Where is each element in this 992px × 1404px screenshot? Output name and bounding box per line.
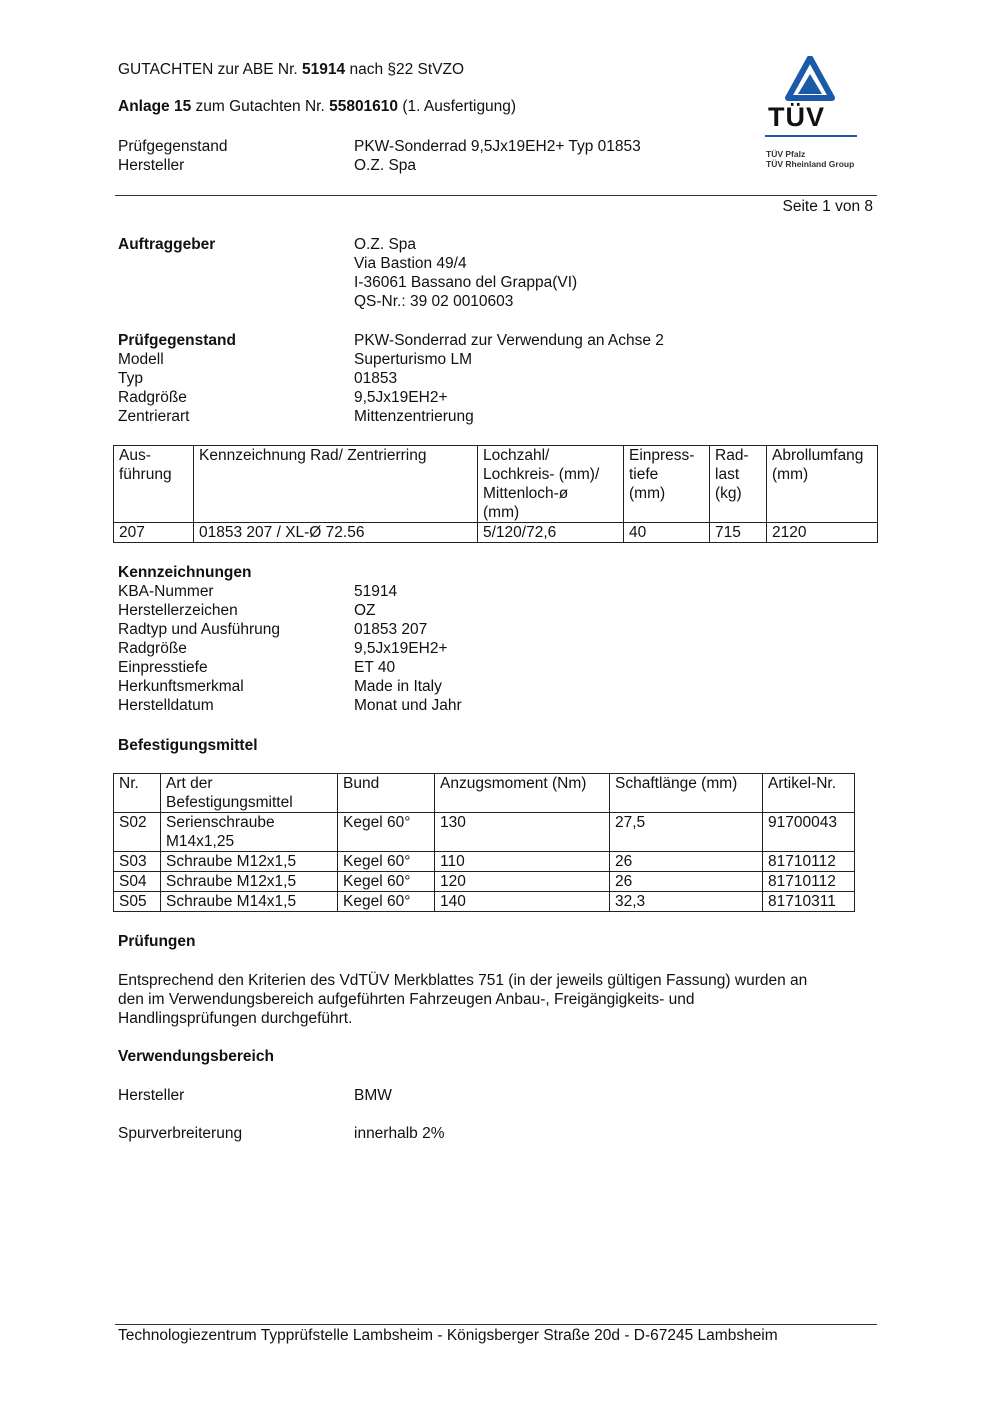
table-header-cell: Rad- last (kg) — [710, 446, 767, 523]
field-value: BMW — [354, 1087, 392, 1104]
field-value: Superturismo LM — [354, 351, 473, 368]
table-cell: 715 — [710, 523, 767, 543]
table-cell: 01853 207 / XL-Ø 72.56 — [194, 523, 478, 543]
field-label: Herstellerzeichen — [118, 602, 238, 619]
client-label: Auftraggeber — [118, 236, 216, 253]
footer-address: Technologiezentrum Typprüfstelle Lambsheim - Königsberger Straße 20d - D-67245 Lambsheim — [118, 1327, 778, 1344]
table-row — [114, 813, 855, 852]
table-cell: 40 — [624, 523, 710, 543]
table-cell: S03 — [114, 852, 161, 872]
table-cell: Serienschraube M14x1,25 — [161, 813, 338, 852]
header-maker-value: O.Z. Spa — [354, 157, 417, 174]
field-label: Radgröße — [118, 389, 187, 406]
table-cell: 130 — [435, 813, 610, 852]
table-cell: Kegel 60° — [338, 872, 435, 892]
table-cell: Schraube M12x1,5 — [161, 872, 338, 892]
field-value: Made in Italy — [354, 678, 442, 695]
tuv-sub1: TÜV Pfalz — [766, 149, 806, 159]
tuv-sub2: TÜV Rheinland Group — [766, 159, 855, 169]
table-row — [114, 852, 855, 872]
table-row — [114, 523, 878, 543]
paragraph-line: den im Verwendungsbereich aufgeführten Fahrzeugen Anbau-, Freigängigkeits- und — [118, 991, 695, 1008]
field-label: Einpresstiefe — [118, 659, 208, 676]
table-cell: 120 — [435, 872, 610, 892]
header-subject-value: PKW-Sonderrad 9,5Jx19EH2+ Typ 01853 — [354, 138, 641, 155]
header-maker-label: Hersteller — [118, 157, 185, 174]
table-header-cell: Abrollumfang (mm) — [767, 446, 878, 523]
tuv-logo — [762, 56, 862, 174]
field-value: 9,5Jx19EH2+ — [354, 640, 448, 657]
client-line: Via Bastion 49/4 — [354, 255, 467, 272]
table-cell: 26 — [610, 852, 763, 872]
markings-title: Kennzeichnungen — [118, 564, 252, 581]
field-value: Monat und Jahr — [354, 697, 462, 714]
client-line: I-36061 Bassano del Grappa(VI) — [354, 274, 578, 291]
table-header-cell: Art der Befestigungsmittel — [161, 774, 338, 813]
field-value: OZ — [354, 602, 376, 619]
fasteners-title: Befestigungsmittel — [118, 737, 258, 754]
field-label: KBA-Nummer — [118, 583, 214, 600]
table-cell: 32,3 — [610, 892, 763, 912]
tests-paragraph — [118, 971, 878, 1028]
table-header-cell: Schaftlänge (mm) — [610, 774, 763, 813]
client-line: QS-Nr.: 39 02 0010603 — [354, 293, 514, 310]
field-label: Radgröße — [118, 640, 187, 657]
field-label: Herkunftsmerkmal — [118, 678, 244, 695]
table-cell: 140 — [435, 892, 610, 912]
table-cell: S05 — [114, 892, 161, 912]
table-header-cell: Einpress- tiefe (mm) — [624, 446, 710, 523]
table-header-cell: Lochzahl/ Lochkreis- (mm)/ Mittenloch-ø (mm) — [478, 446, 624, 523]
table-cell: Schraube M12x1,5 — [161, 852, 338, 872]
field-label: Typ — [118, 370, 143, 387]
table-cell: 5/120/72,6 — [478, 523, 624, 543]
table-cell: 81710112 — [763, 852, 855, 872]
table-cell: 207 — [114, 523, 194, 543]
table-cell: 2120 — [767, 523, 878, 543]
field-value: 01853 — [354, 370, 398, 387]
table-row — [114, 892, 855, 912]
table-cell: S02 — [114, 813, 161, 852]
footer-divider — [115, 1324, 877, 1325]
wheel-table — [113, 445, 878, 543]
table-header-cell: Anzugsmoment (Nm) — [435, 774, 610, 813]
table-cell: S04 — [114, 872, 161, 892]
tests-title: Prüfungen — [118, 933, 196, 950]
fasteners-table — [113, 773, 855, 912]
table-cell: 110 — [435, 852, 610, 872]
tuv-brand: TÜV — [768, 102, 825, 132]
usage-title: Verwendungsbereich — [118, 1048, 274, 1065]
table-header-row — [114, 446, 878, 523]
table-cell: 27,5 — [610, 813, 763, 852]
test-object-value: PKW-Sonderrad zur Verwendung an Achse 2 — [354, 332, 664, 349]
table-header-cell: Aus- führung — [114, 446, 194, 523]
table-cell: Schraube M14x1,5 — [161, 892, 338, 912]
table-cell: 81710112 — [763, 872, 855, 892]
field-label: Radtyp und Ausführung — [118, 621, 281, 638]
field-value: 51914 — [354, 583, 398, 600]
client-address — [354, 235, 577, 311]
table-header-cell: Bund — [338, 774, 435, 813]
table-cell: 91700043 — [763, 813, 855, 852]
table-header-row — [114, 774, 855, 813]
field-value: Mittenzentrierung — [354, 408, 474, 425]
table-header-cell: Nr. — [114, 774, 161, 813]
paragraph-line: Handlingsprüfungen durchgeführt. — [118, 1010, 353, 1027]
client-line: O.Z. Spa — [354, 236, 417, 253]
field-value: innerhalb 2% — [354, 1125, 445, 1142]
table-cell: 26 — [610, 872, 763, 892]
table-cell: Kegel 60° — [338, 813, 435, 852]
table-cell: Kegel 60° — [338, 852, 435, 872]
field-label: Herstelldatum — [118, 697, 214, 714]
field-value: ET 40 — [354, 659, 396, 676]
header-divider — [115, 195, 877, 196]
field-label: Spurverbreiterung — [118, 1125, 243, 1142]
logo-rule — [765, 135, 857, 137]
field-label: Zentrierart — [118, 408, 190, 425]
field-label: Hersteller — [118, 1087, 185, 1104]
table-row — [114, 872, 855, 892]
header-subject-label: Prüfgegenstand — [118, 138, 228, 155]
field-value: 9,5Jx19EH2+ — [354, 389, 448, 406]
test-object-label: Prüfgegenstand — [118, 332, 236, 349]
table-header-cell: Kennzeichnung Rad/ Zentrierring — [194, 446, 478, 523]
table-cell: 81710311 — [763, 892, 855, 912]
report-reference: GUTACHTEN zur ABE Nr. 51914 nach §22 StVZO — [118, 61, 465, 78]
table-header-cell: Artikel-Nr. — [763, 774, 855, 813]
annex-reference: Anlage 15 zum Gutachten Nr. 55801610 (1. Ausfertigung) — [118, 98, 517, 115]
page-number: Seite 1 von 8 — [782, 198, 873, 215]
paragraph-line: Entsprechend den Kriterien des VdTÜV Merkblattes 751 (in der jeweils gültigen Fassung) wurden an — [118, 972, 808, 989]
table-cell: Kegel 60° — [338, 892, 435, 912]
field-label: Modell — [118, 351, 164, 368]
field-value: 01853 207 — [354, 621, 428, 638]
